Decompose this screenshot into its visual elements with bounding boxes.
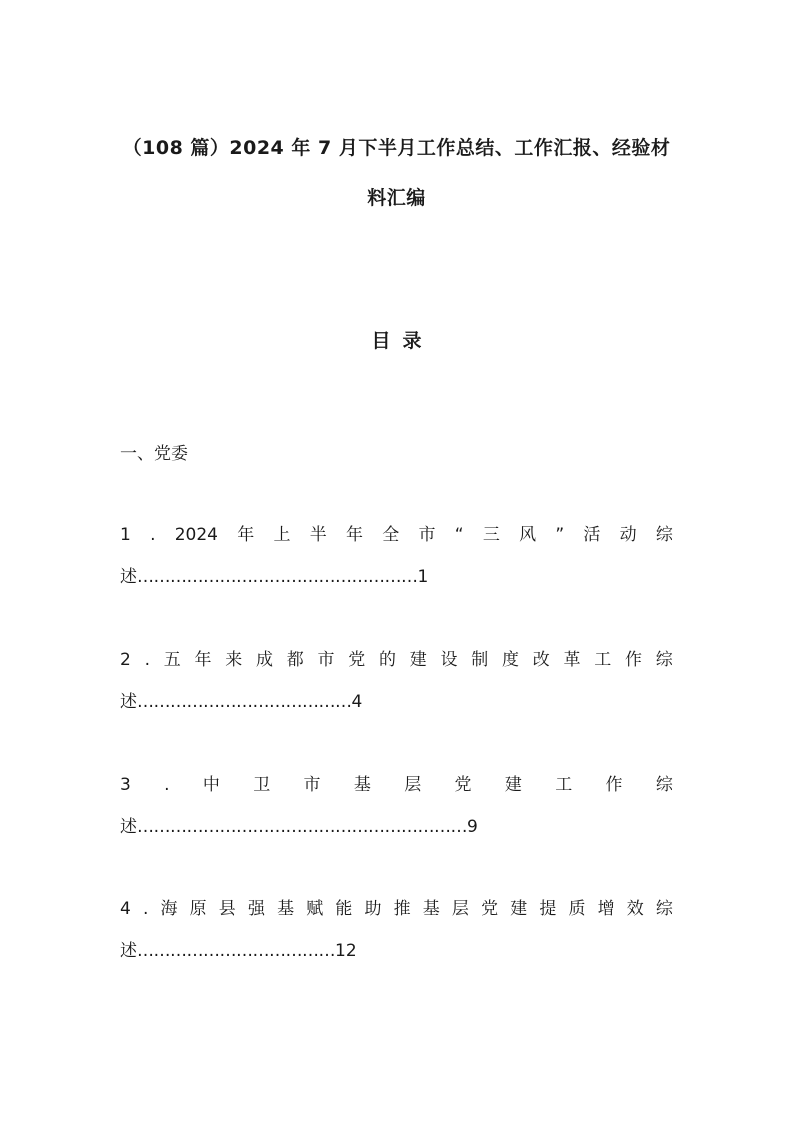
document-title-line-1: （108 篇）2024 年 7 月下半月工作总结、工作汇报、经验材 bbox=[122, 137, 671, 159]
toc-entry-char: 风 bbox=[519, 525, 537, 545]
toc-entry-char: 建 bbox=[510, 899, 528, 919]
toc-entry-continuation bbox=[120, 812, 673, 836]
toc-entry-char: 动 bbox=[619, 525, 637, 545]
toc-entry-char: 市 bbox=[418, 525, 436, 545]
toc-entry-char: 活 bbox=[583, 525, 601, 545]
toc-entry-char: ” bbox=[555, 525, 565, 545]
toc-entry-char: 制 bbox=[471, 650, 489, 670]
document-title-line-2: 料汇编 bbox=[367, 187, 426, 209]
toc-entry-title-end: 述 bbox=[120, 941, 137, 961]
toc-entry[interactable] bbox=[120, 770, 673, 836]
toc-entry-char: 4 bbox=[120, 899, 131, 919]
toc-leader-dots: ………………………………… bbox=[137, 692, 352, 712]
toc-entry-char: 三 bbox=[482, 525, 500, 545]
toc-entry-char: 作 bbox=[624, 650, 642, 670]
toc-entry-char: 年 bbox=[237, 525, 255, 545]
toc-entry-char: 年 bbox=[194, 650, 212, 670]
toc-entry-title-end: 述 bbox=[120, 817, 137, 837]
toc-entry-char: 党 bbox=[481, 899, 499, 919]
toc-entry-char: 综 bbox=[655, 525, 673, 545]
toc-entry-title bbox=[120, 770, 673, 794]
toc-entry-char: 卫 bbox=[253, 775, 271, 795]
toc-entry-char: 半 bbox=[309, 525, 327, 545]
toc-entry-char: 3 bbox=[120, 775, 131, 795]
toc-entry-continuation bbox=[120, 687, 673, 711]
toc-entry-char: 综 bbox=[655, 650, 673, 670]
toc-entry-char: 推 bbox=[393, 899, 411, 919]
toc-entry-char: 来 bbox=[225, 650, 243, 670]
toc-entry-char: 基 bbox=[277, 899, 295, 919]
toc-entry-char: 原 bbox=[189, 899, 207, 919]
toc-entry-char: 增 bbox=[597, 899, 615, 919]
toc-entry-char: 层 bbox=[404, 775, 422, 795]
toc-entry-char: 能 bbox=[335, 899, 353, 919]
toc-entry-char: 的 bbox=[378, 650, 396, 670]
toc-entry-char: 效 bbox=[626, 899, 644, 919]
toc-entry-continuation bbox=[120, 936, 673, 960]
toc-entry-char: 上 bbox=[273, 525, 291, 545]
toc-entry-char: 党 bbox=[454, 775, 472, 795]
toc-entry-title bbox=[120, 520, 673, 544]
toc-entry-title-end: 述 bbox=[120, 692, 137, 712]
toc-entry-char: . bbox=[164, 775, 170, 795]
toc-entry-title bbox=[120, 894, 673, 918]
toc-entry[interactable] bbox=[120, 520, 673, 586]
toc-entry-char: 质 bbox=[568, 899, 586, 919]
toc-entry-char: . bbox=[150, 525, 156, 545]
toc-entry-char: 提 bbox=[539, 899, 557, 919]
toc-page-number: 12 bbox=[335, 941, 357, 961]
toc-entry-continuation bbox=[120, 562, 673, 586]
toc-entry-char: 党 bbox=[348, 650, 366, 670]
toc-entry-char: 度 bbox=[501, 650, 519, 670]
toc-entry-char: 年 bbox=[346, 525, 363, 545]
toc-entry-char: 工 bbox=[594, 650, 612, 670]
toc-entry[interactable] bbox=[120, 894, 673, 960]
toc-entry-char: 作 bbox=[605, 775, 623, 795]
toc-entry-char: 都 bbox=[286, 650, 304, 670]
toc-entry-char: 综 bbox=[655, 775, 673, 795]
toc-entry-char: 全 bbox=[382, 525, 400, 545]
toc-entry-char: 设 bbox=[440, 650, 458, 670]
toc-entry-char: 成 bbox=[255, 650, 273, 670]
toc-entry-char: 海 bbox=[160, 899, 178, 919]
toc-entry-char: 建 bbox=[504, 775, 522, 795]
toc-entry-char: . bbox=[142, 899, 149, 919]
toc-entry-char: 1 bbox=[120, 525, 131, 545]
toc-entry-char: 基 bbox=[353, 775, 371, 795]
toc-entry-char: 2 bbox=[120, 650, 131, 670]
toc-leader-dots: …………………………………………… bbox=[137, 567, 418, 587]
toc-entry-char: 工 bbox=[555, 775, 573, 795]
toc-entry-char: 基 bbox=[422, 899, 440, 919]
toc-heading: 目录 bbox=[371, 330, 434, 352]
toc-entry-char: 县 bbox=[218, 899, 236, 919]
toc-page-number: 1 bbox=[417, 567, 429, 587]
toc-entry-char: 改 bbox=[532, 650, 550, 670]
toc-page-number: 9 bbox=[467, 817, 478, 837]
toc-entry-title bbox=[120, 645, 673, 669]
toc-entry-char: 2024 bbox=[174, 525, 218, 545]
toc-section-label: 一、党委 bbox=[120, 444, 188, 464]
toc-entry-char: 中 bbox=[202, 775, 220, 795]
toc-leader-dots: ……………………………… bbox=[137, 941, 335, 961]
toc-entry-char: 建 bbox=[409, 650, 427, 670]
toc-page-number: 4 bbox=[351, 692, 363, 712]
toc-entry[interactable] bbox=[120, 645, 673, 711]
toc-entry-char: 革 bbox=[563, 650, 581, 670]
toc-entry-title-end: 述 bbox=[120, 567, 137, 587]
toc-entry-char: 五 bbox=[163, 650, 181, 670]
toc-entry-char: “ bbox=[454, 525, 464, 545]
toc-entry-char: 助 bbox=[364, 899, 382, 919]
toc-entry-char: 层 bbox=[451, 899, 469, 919]
toc-entry-char: . bbox=[144, 650, 150, 670]
toc-entry-char: 综 bbox=[655, 899, 673, 919]
toc-entry-char: 赋 bbox=[306, 899, 324, 919]
toc-entry-char: 强 bbox=[247, 899, 265, 919]
toc-leader-dots: …………………………………………………… bbox=[137, 817, 467, 837]
toc-entry-char: 市 bbox=[303, 775, 321, 795]
toc-entry-char: 市 bbox=[317, 650, 335, 670]
